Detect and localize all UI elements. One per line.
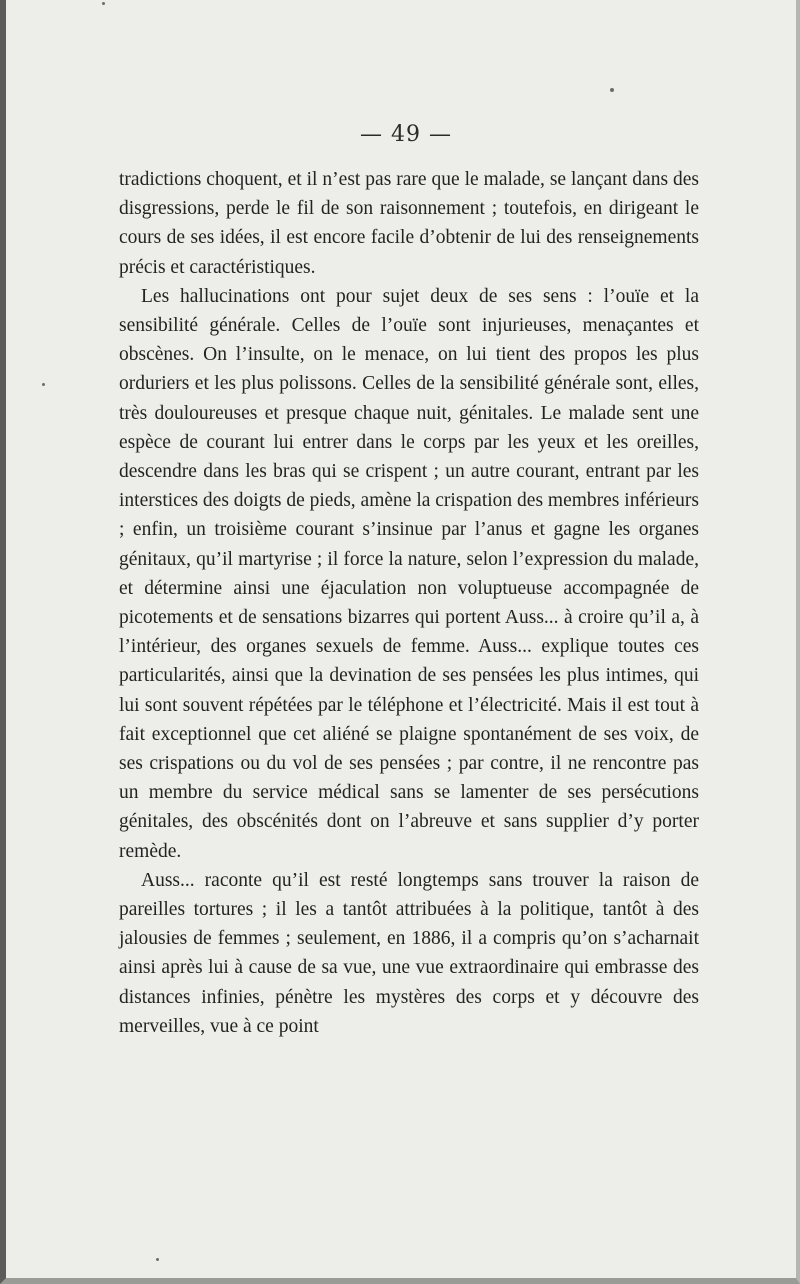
- body-text: [119, 165, 699, 1041]
- paragraph-explanation: Auss... raconte qu’il est resté longtemps sans trouver la raison de pareilles tortures ; il les a tantôt attribuées à la politique, tantôt à des jalousies de femmes ; seulement, en 1886, il a compris qu’on s’acharnait ainsi après lui à cause de sa vue, une vue extraordinaire qui embrasse des distances infinies, pénètre les mystères des corps et y découvre des merveilles, vue à ce point: [119, 869, 699, 1037]
- paragraph-hallucinations: Les hallucinations ont pour sujet deux de ses sens : l’ouïe et la sensibilité générale. Celles de l’ouïe sont injurieuses, menaçantes et obscènes. On l’insulte, on le menace, on lui tient des propos les plus orduriers et les plus polissons. Celles de la sensibilité générale sont, elles, très douloureuses et presque chaque nuit, génitales. Le malade sent une espèce de courant lui entrer dans le corps par les yeux et les oreilles, descendre dans les bras qui se crispent ; un autre courant, entrant par les interstices des doigts de pieds, amène la crispation des membres inférieurs ; enfin, un troisième courant s’insinue par l’anus et gagne les organes génitaux, qu’il martyrise ; il force la nature, selon l’expression du malade, et détermine ainsi une éjaculation non voluptueuse accompagnée de picotements et de sensations bizarres qui portent Auss... à croire qu’il a, à l’intérieur, des organes sexuels de femme. Auss... explique toutes ces particularités, ainsi que la devination de ses pensées les plus intimes, qui lui sont souvent répétées par le téléphone et l’électricité. Mais il est tout à fait exceptionnel que cet aliéné se plaigne spontanément de ses voix, de ses crispations ou du vol de ses pensées ; par contre, il ne rencontre pas un membre du service médical sans se lamenter de ses persécutions génitales, des obscénités dont on l’abreuve et sans supplier d’y porter remède.: [119, 285, 699, 862]
- paragraph-continued: tradictions choquent, et il n’est pas rare que le malade, se lançant dans des disgressions, perde le fil de son raisonnement ; toutefois, en dirigeant le cours de ses idées, il est encore facile d’obtenir de lui des renseignements précis et caractéristiques.: [119, 169, 699, 278]
- ink-speck: [610, 88, 614, 92]
- ink-speck: [42, 383, 45, 386]
- page-number: — 49 —: [360, 122, 452, 147]
- ink-speck: [102, 2, 105, 5]
- ink-speck: [156, 1258, 159, 1261]
